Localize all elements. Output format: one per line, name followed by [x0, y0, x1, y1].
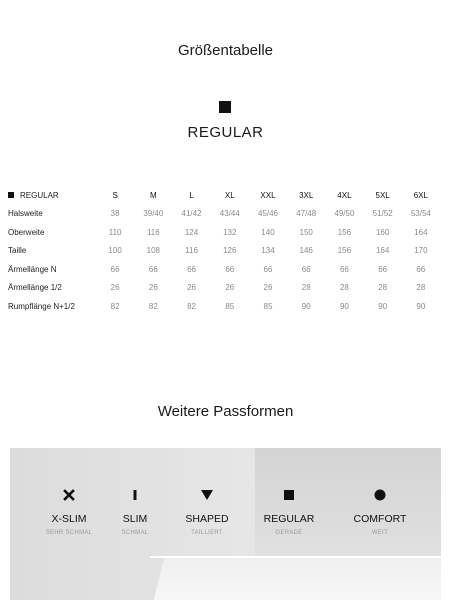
fit-option-name: REGULAR — [263, 513, 315, 525]
bar-icon — [129, 488, 141, 506]
fit-option-name: SLIM — [122, 513, 148, 525]
table-cell: 66 — [378, 264, 388, 274]
x-icon — [63, 488, 75, 506]
size-header: M — [149, 190, 157, 200]
table-cell: 164 — [375, 246, 390, 256]
table-cell: 49/50 — [334, 209, 355, 219]
size-table — [8, 186, 440, 316]
table-cell: 160 — [375, 227, 390, 237]
fit-option-subtitle: WEIT — [371, 530, 389, 536]
table-cell: 108 — [146, 246, 160, 256]
size-header: 3XL — [299, 190, 314, 200]
table-cell: 28 — [416, 283, 426, 293]
table-cell: 82 — [148, 301, 158, 311]
table-cell: 51/52 — [372, 209, 393, 219]
size-header: 5XL — [375, 190, 390, 200]
table-cell: 43/44 — [219, 209, 240, 219]
size-header: XXL — [260, 190, 276, 200]
table-cell: 28 — [339, 283, 349, 293]
row-label: Ärmellänge 1/2 — [8, 283, 62, 293]
table-row — [8, 242, 440, 261]
table-cell: 26 — [110, 283, 120, 293]
table-cell: 26 — [263, 283, 273, 293]
fit-option-subtitle: TAILLIERT — [191, 530, 223, 536]
fit-selector-panel — [10, 448, 441, 600]
fit-option-name: SHAPED — [185, 513, 229, 525]
table-cell: 90 — [378, 301, 388, 311]
fit-option-name: X-SLIM — [51, 513, 87, 525]
table-cell: 26 — [187, 283, 196, 293]
size-header: S — [112, 190, 118, 200]
section-title-more-fits: Weitere Passformen — [157, 403, 294, 420]
table-row — [8, 260, 440, 279]
table-cell: 66 — [416, 264, 426, 274]
table-cell: 116 — [185, 246, 198, 256]
fit-option-subtitle: SEHR SCHMAL — [45, 530, 93, 536]
table-cell: 66 — [110, 264, 120, 274]
row-label: Halsweite — [8, 209, 43, 219]
table-cell: 66 — [187, 264, 196, 274]
fit-option-subtitle: SCHMAL — [121, 530, 149, 536]
table-cell: 110 — [108, 227, 122, 237]
table-cell: 132 — [223, 227, 237, 237]
table-cell: 156 — [337, 246, 352, 256]
page-title: Größentabelle — [177, 42, 274, 59]
table-cell: 146 — [299, 246, 313, 256]
background-slab — [152, 558, 441, 600]
table-cell: 26 — [225, 283, 235, 293]
size-header: 4XL — [337, 190, 352, 200]
table-cell: 85 — [263, 301, 273, 311]
row-label: Taille — [8, 246, 27, 256]
size-header: 6XL — [413, 190, 428, 200]
table-row — [8, 223, 440, 242]
row-label: Rumpflänge N+1/2 — [8, 301, 75, 311]
table-cell: 45/46 — [257, 209, 278, 219]
table-cell: 82 — [187, 301, 196, 311]
size-header: L — [189, 190, 194, 200]
table-cell: 116 — [146, 227, 160, 237]
table-cell: 90 — [416, 301, 426, 311]
table-cell: 66 — [301, 264, 311, 274]
table-cell: 164 — [414, 227, 428, 237]
table-row — [8, 297, 440, 316]
table-cell: 53/54 — [410, 209, 431, 219]
table-cell: 90 — [301, 301, 311, 311]
table-cell: 66 — [339, 264, 349, 274]
table-cell: 66 — [263, 264, 273, 274]
square-icon — [219, 101, 231, 113]
table-cell: 126 — [223, 246, 237, 256]
table-header-row — [8, 186, 440, 205]
table-cell: 82 — [110, 301, 120, 311]
table-cell: 28 — [301, 283, 311, 293]
triangle-down-icon — [201, 488, 213, 506]
table-header-label — [8, 186, 96, 205]
table-cell: 150 — [299, 227, 313, 237]
table-row — [8, 279, 440, 298]
table-header-text: REGULAR — [20, 190, 59, 200]
row-label: Ärmellänge N — [8, 264, 57, 274]
table-cell: 156 — [337, 227, 352, 237]
table-cell: 47/48 — [296, 209, 317, 219]
table-cell: 134 — [261, 246, 275, 256]
circle-icon — [374, 488, 386, 506]
table-cell: 140 — [261, 227, 275, 237]
table-cell: 66 — [148, 264, 158, 274]
table-cell: 100 — [108, 246, 122, 256]
fit-option-subtitle: GERADE — [275, 530, 303, 536]
table-cell: 41/42 — [181, 209, 202, 219]
table-cell: 39/40 — [143, 209, 164, 219]
square-icon — [283, 488, 295, 506]
table-cell: 26 — [148, 283, 158, 293]
table-cell: 66 — [225, 264, 235, 274]
row-label: Oberweite — [8, 227, 45, 237]
table-cell: 38 — [110, 209, 120, 219]
table-cell: 90 — [339, 301, 349, 311]
table-cell: 85 — [225, 301, 235, 311]
square-icon — [8, 192, 14, 198]
size-header: XL — [224, 190, 235, 200]
table-cell: 170 — [414, 246, 428, 256]
table-cell: 28 — [378, 283, 388, 293]
table-cell: 124 — [184, 227, 199, 237]
table-row — [8, 205, 440, 224]
fit-title: REGULAR — [187, 124, 264, 141]
fit-option-name: COMFORT — [353, 513, 407, 525]
